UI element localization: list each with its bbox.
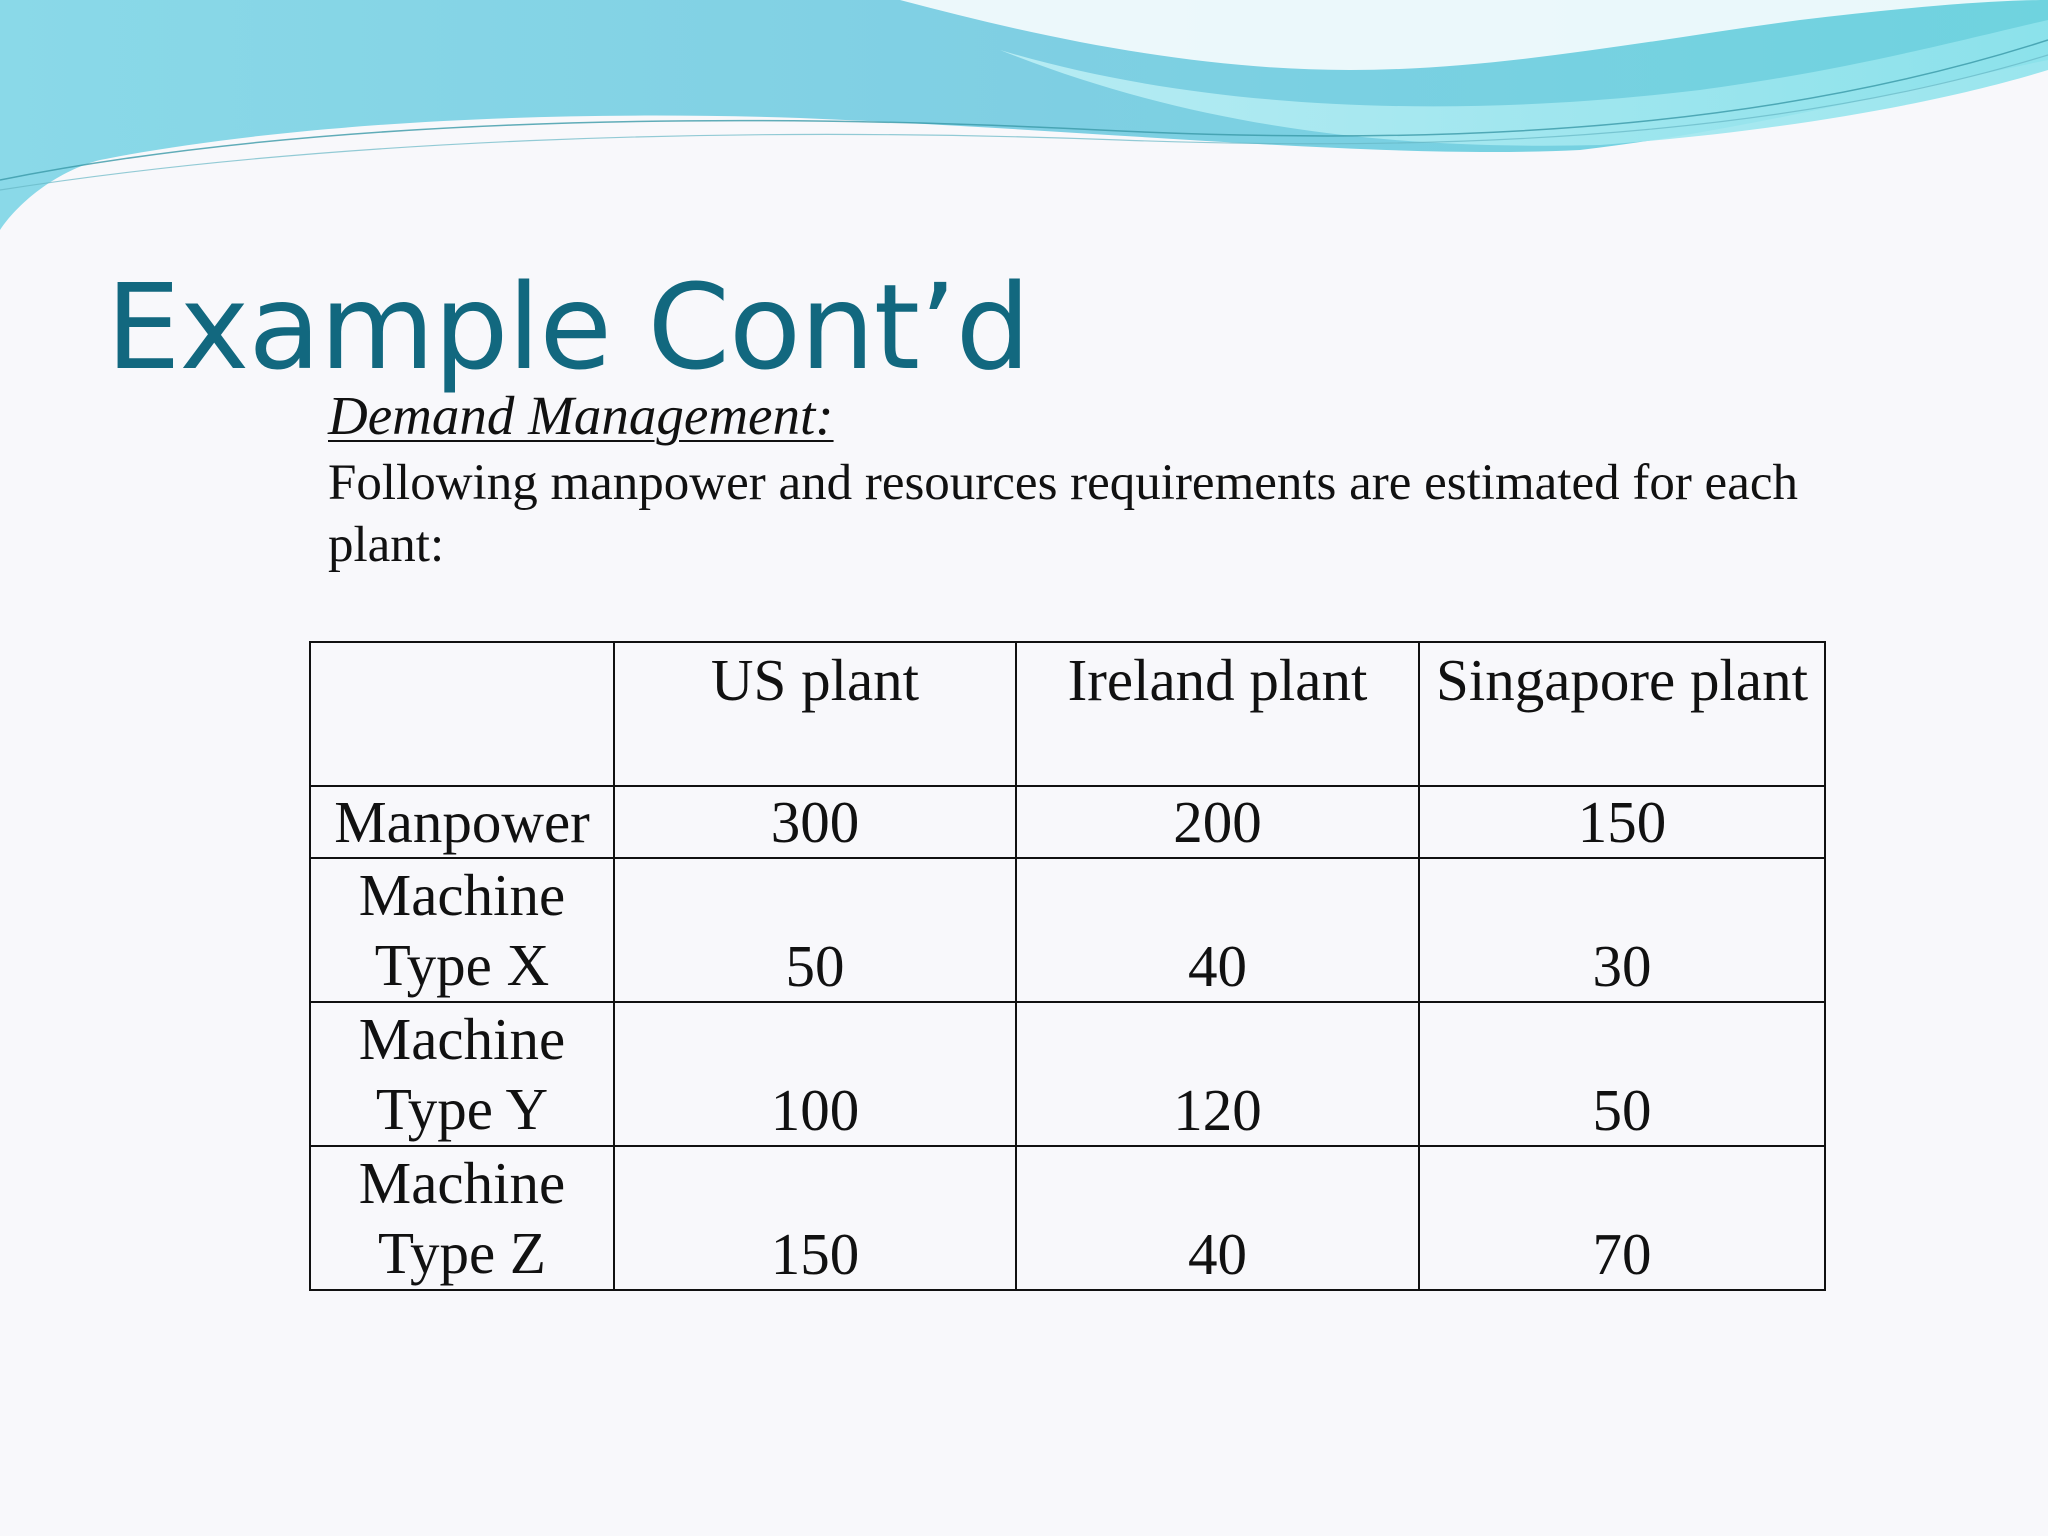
row-label: Machine Type Z (310, 1146, 614, 1290)
table-cell: 40 (1016, 858, 1419, 1002)
table-row (310, 858, 1825, 1002)
table-cell: 120 (1016, 1002, 1419, 1146)
table-cell: 150 (614, 1146, 1016, 1290)
row-label: Machine Type Y (310, 1002, 614, 1146)
table-header-cell: Singapore plant (1419, 642, 1825, 786)
intro-text: Following manpower and resources requirements are estimated for each plant: (328, 455, 1798, 573)
table-row (310, 786, 1825, 858)
row-label: Machine Type X (310, 858, 614, 1002)
table-header-cell: Ireland plant (1016, 642, 1419, 786)
requirements-table (309, 641, 1826, 1291)
row-label: Manpower (310, 786, 614, 858)
section-heading: Demand Management: (328, 385, 834, 446)
table-cell: 30 (1419, 858, 1825, 1002)
table-cell: 150 (1419, 786, 1825, 858)
table-cell: 40 (1016, 1146, 1419, 1290)
wave-banner (0, 0, 2048, 240)
slide-title: Example Cont’d (106, 258, 1030, 396)
table-cell: 50 (614, 858, 1016, 1002)
table-row (310, 1146, 1825, 1290)
table-header-row (310, 642, 1825, 786)
table-header-cell: US plant (614, 642, 1016, 786)
table-cell: 200 (1016, 786, 1419, 858)
table-header-cell (310, 642, 614, 786)
table-cell: 70 (1419, 1146, 1825, 1290)
table-cell: 50 (1419, 1002, 1825, 1146)
table-cell: 300 (614, 786, 1016, 858)
table-row (310, 1002, 1825, 1146)
table-cell: 100 (614, 1002, 1016, 1146)
